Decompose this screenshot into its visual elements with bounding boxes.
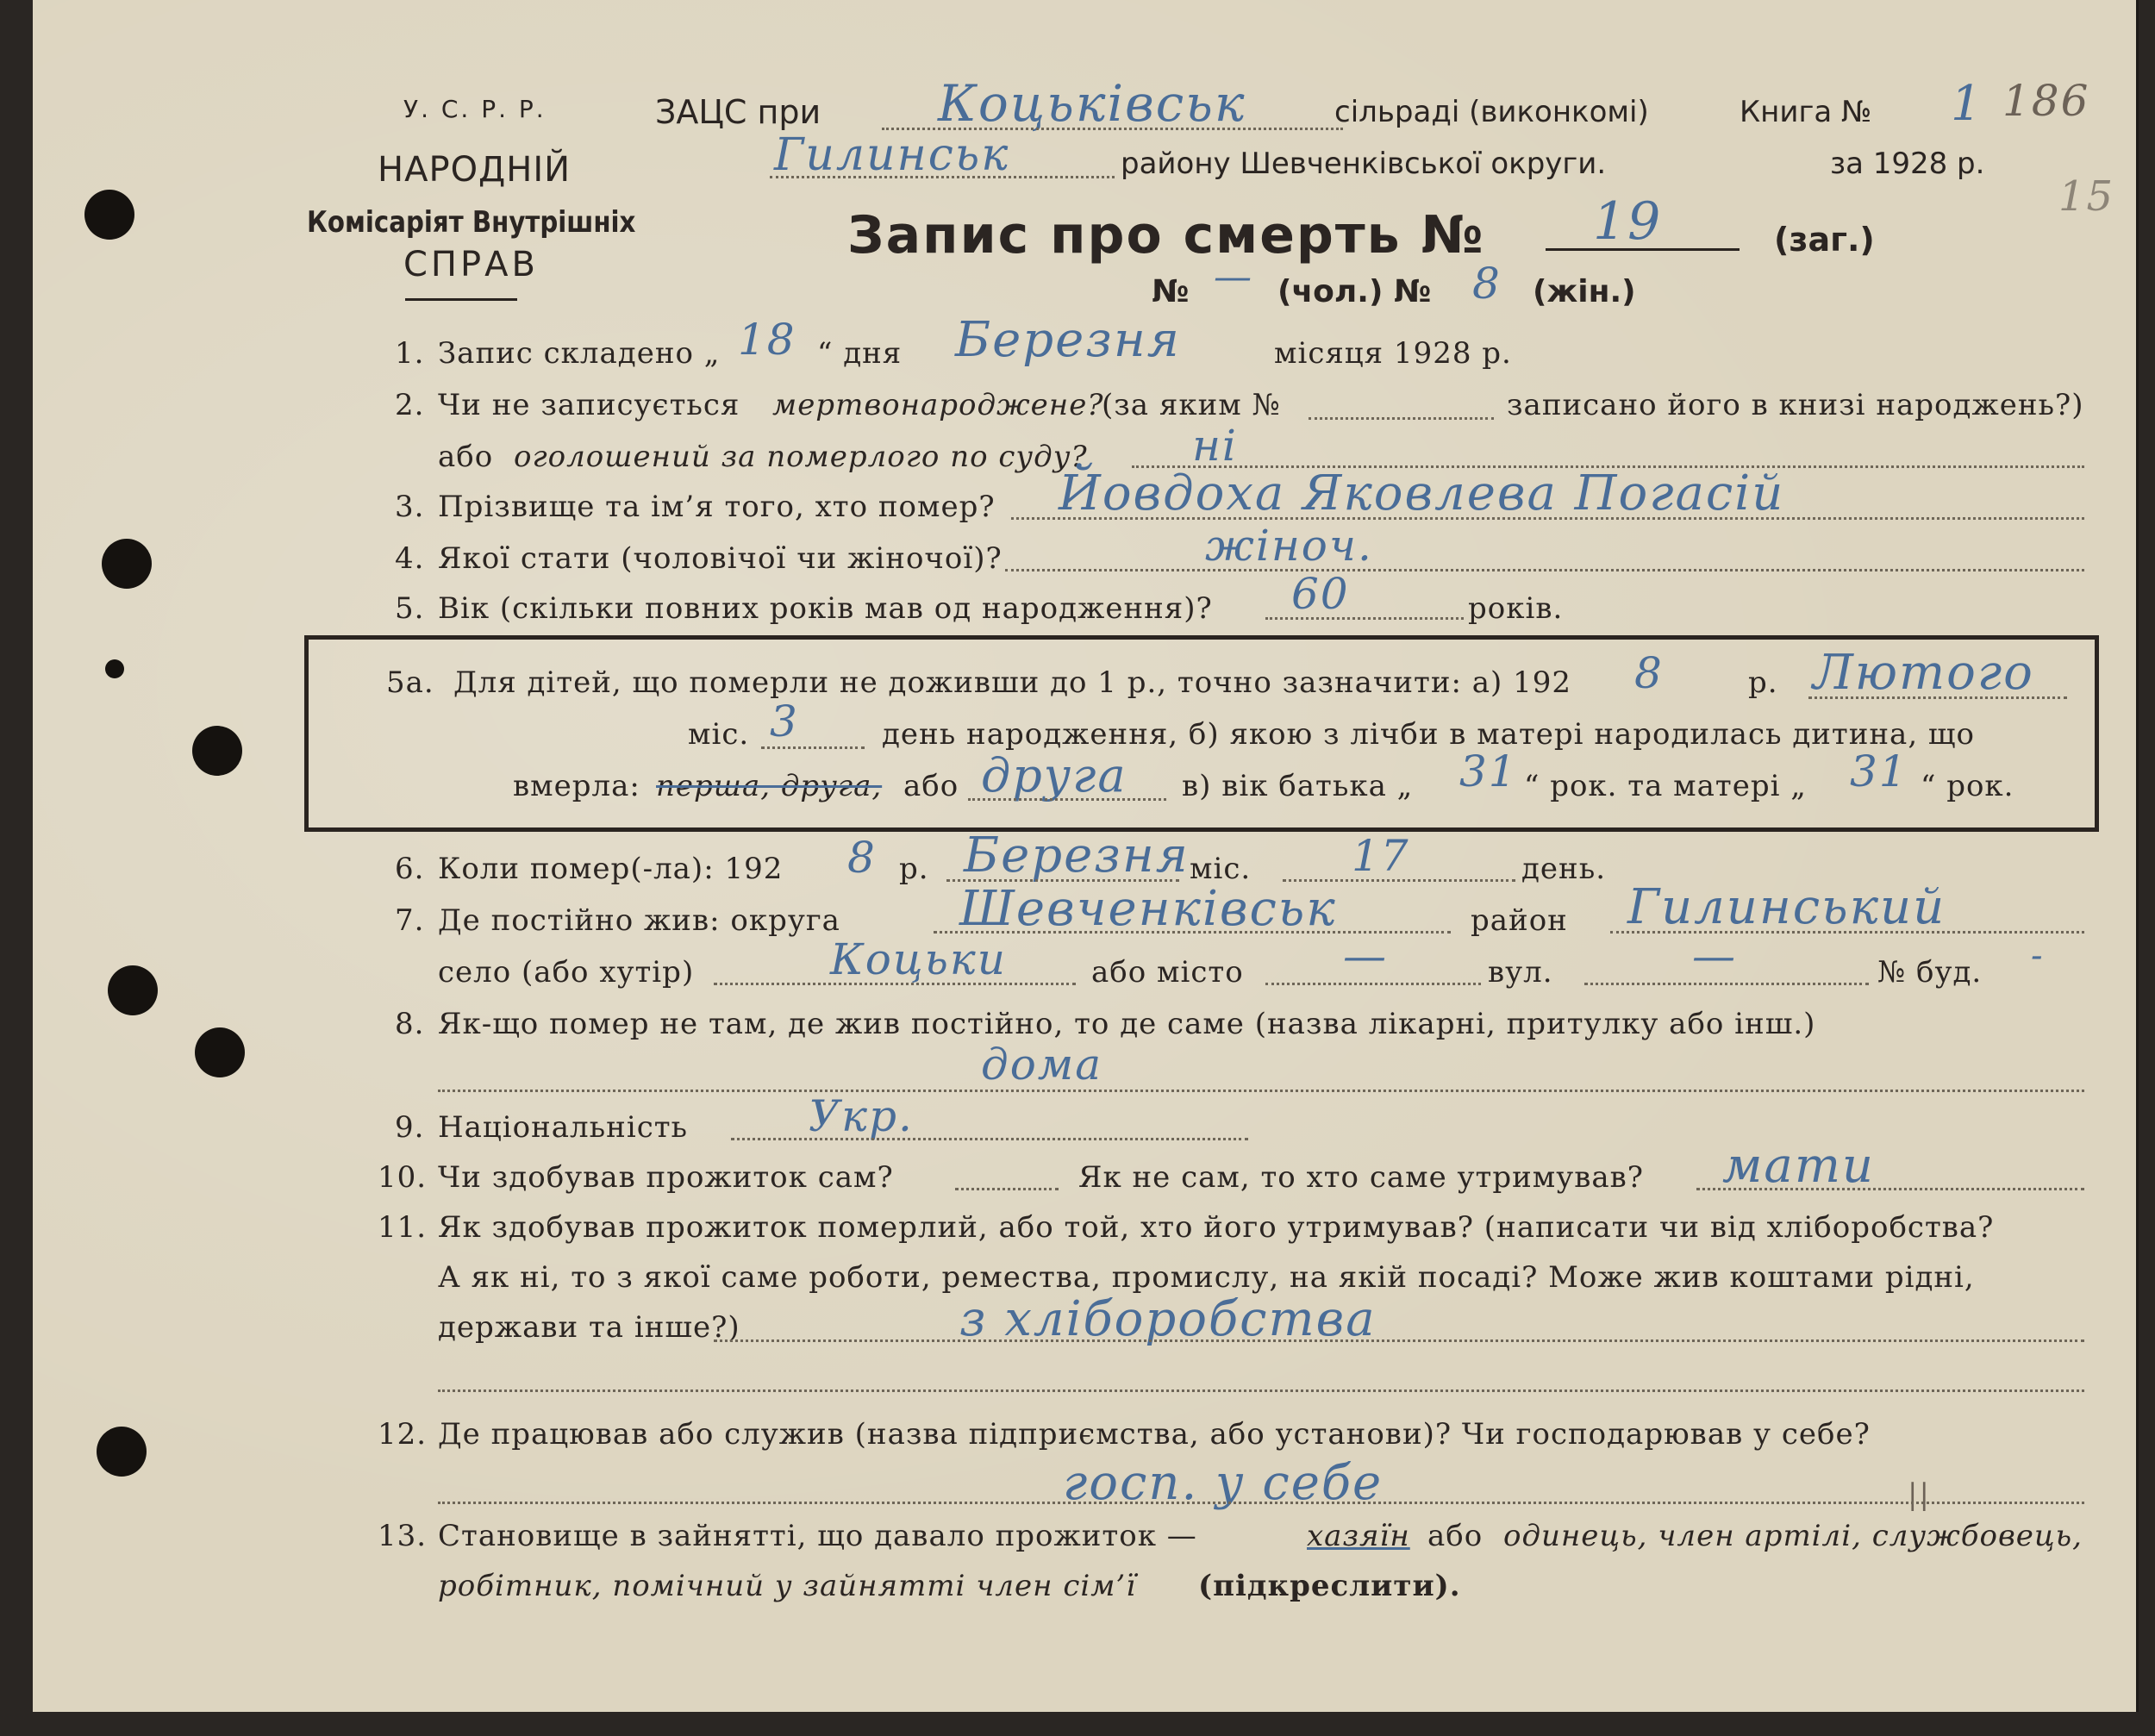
field-11-num: 11. <box>378 1210 428 1245</box>
field-7-raion-hand: Гилинський <box>1627 879 1946 935</box>
field-2-label-a: Чи не записується <box>438 388 740 422</box>
field-4-label: Якої стати (чоловічої чи жіночої)? <box>438 541 1003 576</box>
field-7-city-hand: — <box>1343 931 1388 981</box>
punch-hole <box>195 1027 245 1077</box>
field-2-label-c: (за яким № <box>1102 388 1281 422</box>
field-4-num: 4. <box>395 541 425 576</box>
field-6-r: р. <box>899 852 929 886</box>
field-9-label: Національність <box>438 1110 689 1145</box>
field-10-label-b: Як не сам, то хто саме утримував? <box>1078 1160 1644 1195</box>
field-2-label-b: мертвонароджене? <box>772 388 1104 422</box>
field-5a-mother-label: “ рок. та матері „ <box>1524 769 1807 803</box>
field-7-village-hand: Коцьки <box>830 934 1007 984</box>
title-zag: (заг.) <box>1774 221 1875 259</box>
divider <box>405 298 517 301</box>
fill-line <box>1808 696 2067 699</box>
punch-hole <box>102 539 152 589</box>
field-5-label: Вік (скільки повних років мав од народження)? <box>438 591 1213 626</box>
field-7-street-label: вул. <box>1488 955 1553 990</box>
fill-line <box>438 1090 2084 1092</box>
field-13-label-d: одинець, член артілі, службовець, <box>1503 1519 2083 1553</box>
commissariat-line3: СПРАВ <box>403 245 539 284</box>
zags-prefix: ЗАЦС при <box>655 93 821 131</box>
field-12-answer-hand: госп. у себе <box>1063 1455 1384 1511</box>
field-13-label-c: або <box>1427 1519 1484 1553</box>
field-5a-options: перша, друга, <box>656 769 883 803</box>
field-8-label: Як-що помер не там, де жив постійно, то де саме (назва лікарні, притулку або інш.) <box>438 1007 1816 1041</box>
usrr-label: У. С. Р. Р. <box>403 95 547 123</box>
field-7-okruha-hand: Шевченківськ <box>959 881 1337 937</box>
field-6-day-hand: 17 <box>1352 831 1410 881</box>
field-5a-line2: день народження, б) якою з лічби в матері народилась дитина, що <box>882 717 1976 752</box>
fill-line <box>1610 931 2084 934</box>
field-5a-abo: або <box>903 769 959 803</box>
field-13-line2-b: (підкреслити). <box>1198 1569 1461 1603</box>
field-5a-vmerla: вмерла: <box>513 769 640 803</box>
field-3-label: Прізвище та ім’я того, хто помер? <box>438 490 996 524</box>
punch-hole <box>84 190 134 240</box>
fill-line <box>761 746 865 749</box>
field-3-num: 3. <box>395 490 425 524</box>
field-1-month-label: місяця 1928 р. <box>1274 336 1512 371</box>
field-7-city-label: або місто <box>1091 955 1244 990</box>
book-number-hand: 1 <box>1951 76 1983 132</box>
field-4-answer-hand: жіноч. <box>1205 521 1373 571</box>
form-title: Запис про смерть № <box>847 205 1485 265</box>
field-5a-mother-hand: 31 <box>1850 746 1908 796</box>
fill-line <box>1005 569 2084 571</box>
sub-no-label: № <box>1152 274 1190 309</box>
field-1-label: Запис складено „ <box>438 336 721 371</box>
field-11-line3: держави та інше?) <box>438 1310 740 1345</box>
fill-line <box>770 176 1115 178</box>
field-5a-year-hand: 8 <box>1634 648 1664 698</box>
field-7-house-label: № буд. <box>1877 955 1983 990</box>
field-1-day-close: “ дня <box>817 336 903 371</box>
field-5a-num: 5а. <box>386 665 434 700</box>
field-6-year-hand: 8 <box>847 833 877 883</box>
fill-line <box>968 798 1166 801</box>
field-7-raion-label: район <box>1471 903 1568 938</box>
field-7-street-hand: — <box>1692 931 1737 981</box>
field-5a-mis: міс. <box>688 717 750 752</box>
fill-line <box>1265 983 1481 985</box>
commissariat-line2: Комісаріят Внутрішніх <box>307 205 636 240</box>
field-13-num: 13. <box>378 1519 428 1553</box>
field-2-label-d: записано його в книзі народжень?) <box>1507 388 2084 422</box>
field-2-label-e: або <box>438 440 494 474</box>
fill-line <box>438 1502 2084 1504</box>
fill-line <box>955 1188 1059 1190</box>
field-11-answer-hand: з хліборобства <box>959 1291 1377 1347</box>
field-2-num: 2. <box>395 388 425 422</box>
corner-mark-hand: 15 <box>2058 172 2115 221</box>
field-13-line2-a: робітник, помічний у зайнятті член сім’ї <box>438 1569 1137 1603</box>
punch-hole <box>108 965 158 1015</box>
sub-female-label: (жін.) <box>1533 274 1636 309</box>
field-6-mis: міс. <box>1190 852 1252 886</box>
district-suffix: району Шевченківської округи. <box>1121 147 1607 181</box>
fill-line <box>1696 1188 2084 1190</box>
field-12-num: 12. <box>378 1417 428 1452</box>
field-8-num: 8. <box>395 1007 425 1041</box>
field-6-day-label: день. <box>1521 852 1607 886</box>
field-2-answer-hand: ні <box>1192 421 1238 471</box>
commissariat-line1: НАРОДНІЙ <box>378 150 572 190</box>
field-7-village-label: село (або хутір) <box>438 955 695 990</box>
fill-line <box>1309 417 1494 420</box>
field-5a-rok: “ рок. <box>1921 769 2014 803</box>
field-5a-month-hand: Лютого <box>1813 645 2034 701</box>
field-10-label-a: Чи здобував прожиток сам? <box>438 1160 894 1195</box>
death-record-form <box>33 0 2139 1712</box>
punch-hole <box>192 726 242 776</box>
district-hand: Гилинськ <box>774 129 1010 181</box>
field-12-mark-hand: || <box>1908 1477 1931 1512</box>
field-5a-day-hand: 3 <box>770 696 799 746</box>
field-13-label-a: Становище в зайнятті, що давало прожиток — <box>438 1519 1197 1553</box>
fill-line <box>714 983 1076 985</box>
fill-line <box>1265 617 1464 620</box>
field-1-month-hand: Березня <box>955 312 1181 368</box>
field-9-num: 9. <box>395 1110 425 1145</box>
field-5a-line1: Для дітей, що померли не доживши до 1 р., точно зазначити: а) 192 <box>453 665 1572 700</box>
field-5-num: 5. <box>395 591 425 626</box>
field-9-answer-hand: Укр. <box>809 1091 914 1141</box>
field-1-num: 1. <box>395 336 425 371</box>
fill-line <box>714 1339 2084 1342</box>
field-8-answer-hand: дома <box>981 1040 1103 1090</box>
field-10-answer-hand: мати <box>1722 1138 1875 1194</box>
zags-suffix: сільраді (виконкомі) <box>1334 95 1649 129</box>
fill-line <box>1011 517 2084 520</box>
field-5-suffix: років. <box>1468 591 1564 626</box>
fill-line <box>1584 983 1869 985</box>
field-7-num: 7. <box>395 903 425 938</box>
field-7-label-a: Де постійно жив: округа <box>438 903 840 938</box>
zags-village-hand: Коцьківськ <box>938 74 1246 133</box>
field-5a-father-label: в) вік батька „ <box>1182 769 1414 803</box>
sub-male-label: (чол.) № <box>1277 274 1432 309</box>
book-corner-hand: 186 <box>2002 76 2090 126</box>
sub-male-hand: — <box>1214 255 1253 299</box>
book-label: Книга № <box>1740 95 1872 129</box>
field-5-answer-hand: 60 <box>1291 569 1350 619</box>
field-6-month-hand: Березня <box>964 827 1190 884</box>
punch-hole <box>97 1427 147 1477</box>
field-7-house-hand: - <box>2031 936 2045 976</box>
field-11-line1: Як здобував прожиток померлий, або той, хто його утримував? (написати чи від хліборобства? <box>438 1210 1995 1245</box>
sub-female-hand: 8 <box>1472 259 1502 309</box>
field-12-label: Де працював або служив (назва підприємства, або установи)? Чи господарював у себе? <box>438 1417 1871 1452</box>
record-number-hand: 19 <box>1593 191 1663 252</box>
field-5a-other-hand: друга <box>981 748 1127 802</box>
field-13-owner-underlined: хазяїн <box>1307 1519 1410 1553</box>
year-label: за 1928 р. <box>1830 147 1985 181</box>
field-6-num: 6. <box>395 852 425 886</box>
field-3-answer-hand: Йовдоха Яковлева Погасій <box>1059 465 1785 521</box>
field-1-day-hand: 18 <box>738 315 796 365</box>
field-5a-father-hand: 31 <box>1459 746 1518 796</box>
fill-line <box>731 1138 1248 1140</box>
field-6-label-a: Коли помер(-ла): 192 <box>438 852 784 886</box>
record-number-line <box>1546 248 1740 251</box>
fill-line <box>438 1389 2084 1392</box>
field-5a-r: р. <box>1748 665 1778 700</box>
punch-hole <box>105 659 124 678</box>
field-11-line2: А як ні, то з якої саме роботи, ремества, промислу, на якій посаді? Може жив коштами рідні, <box>438 1260 1975 1295</box>
field-2-label-f: оголошений за померлого по суду? <box>514 440 1088 474</box>
field-10-num: 10. <box>378 1160 428 1195</box>
